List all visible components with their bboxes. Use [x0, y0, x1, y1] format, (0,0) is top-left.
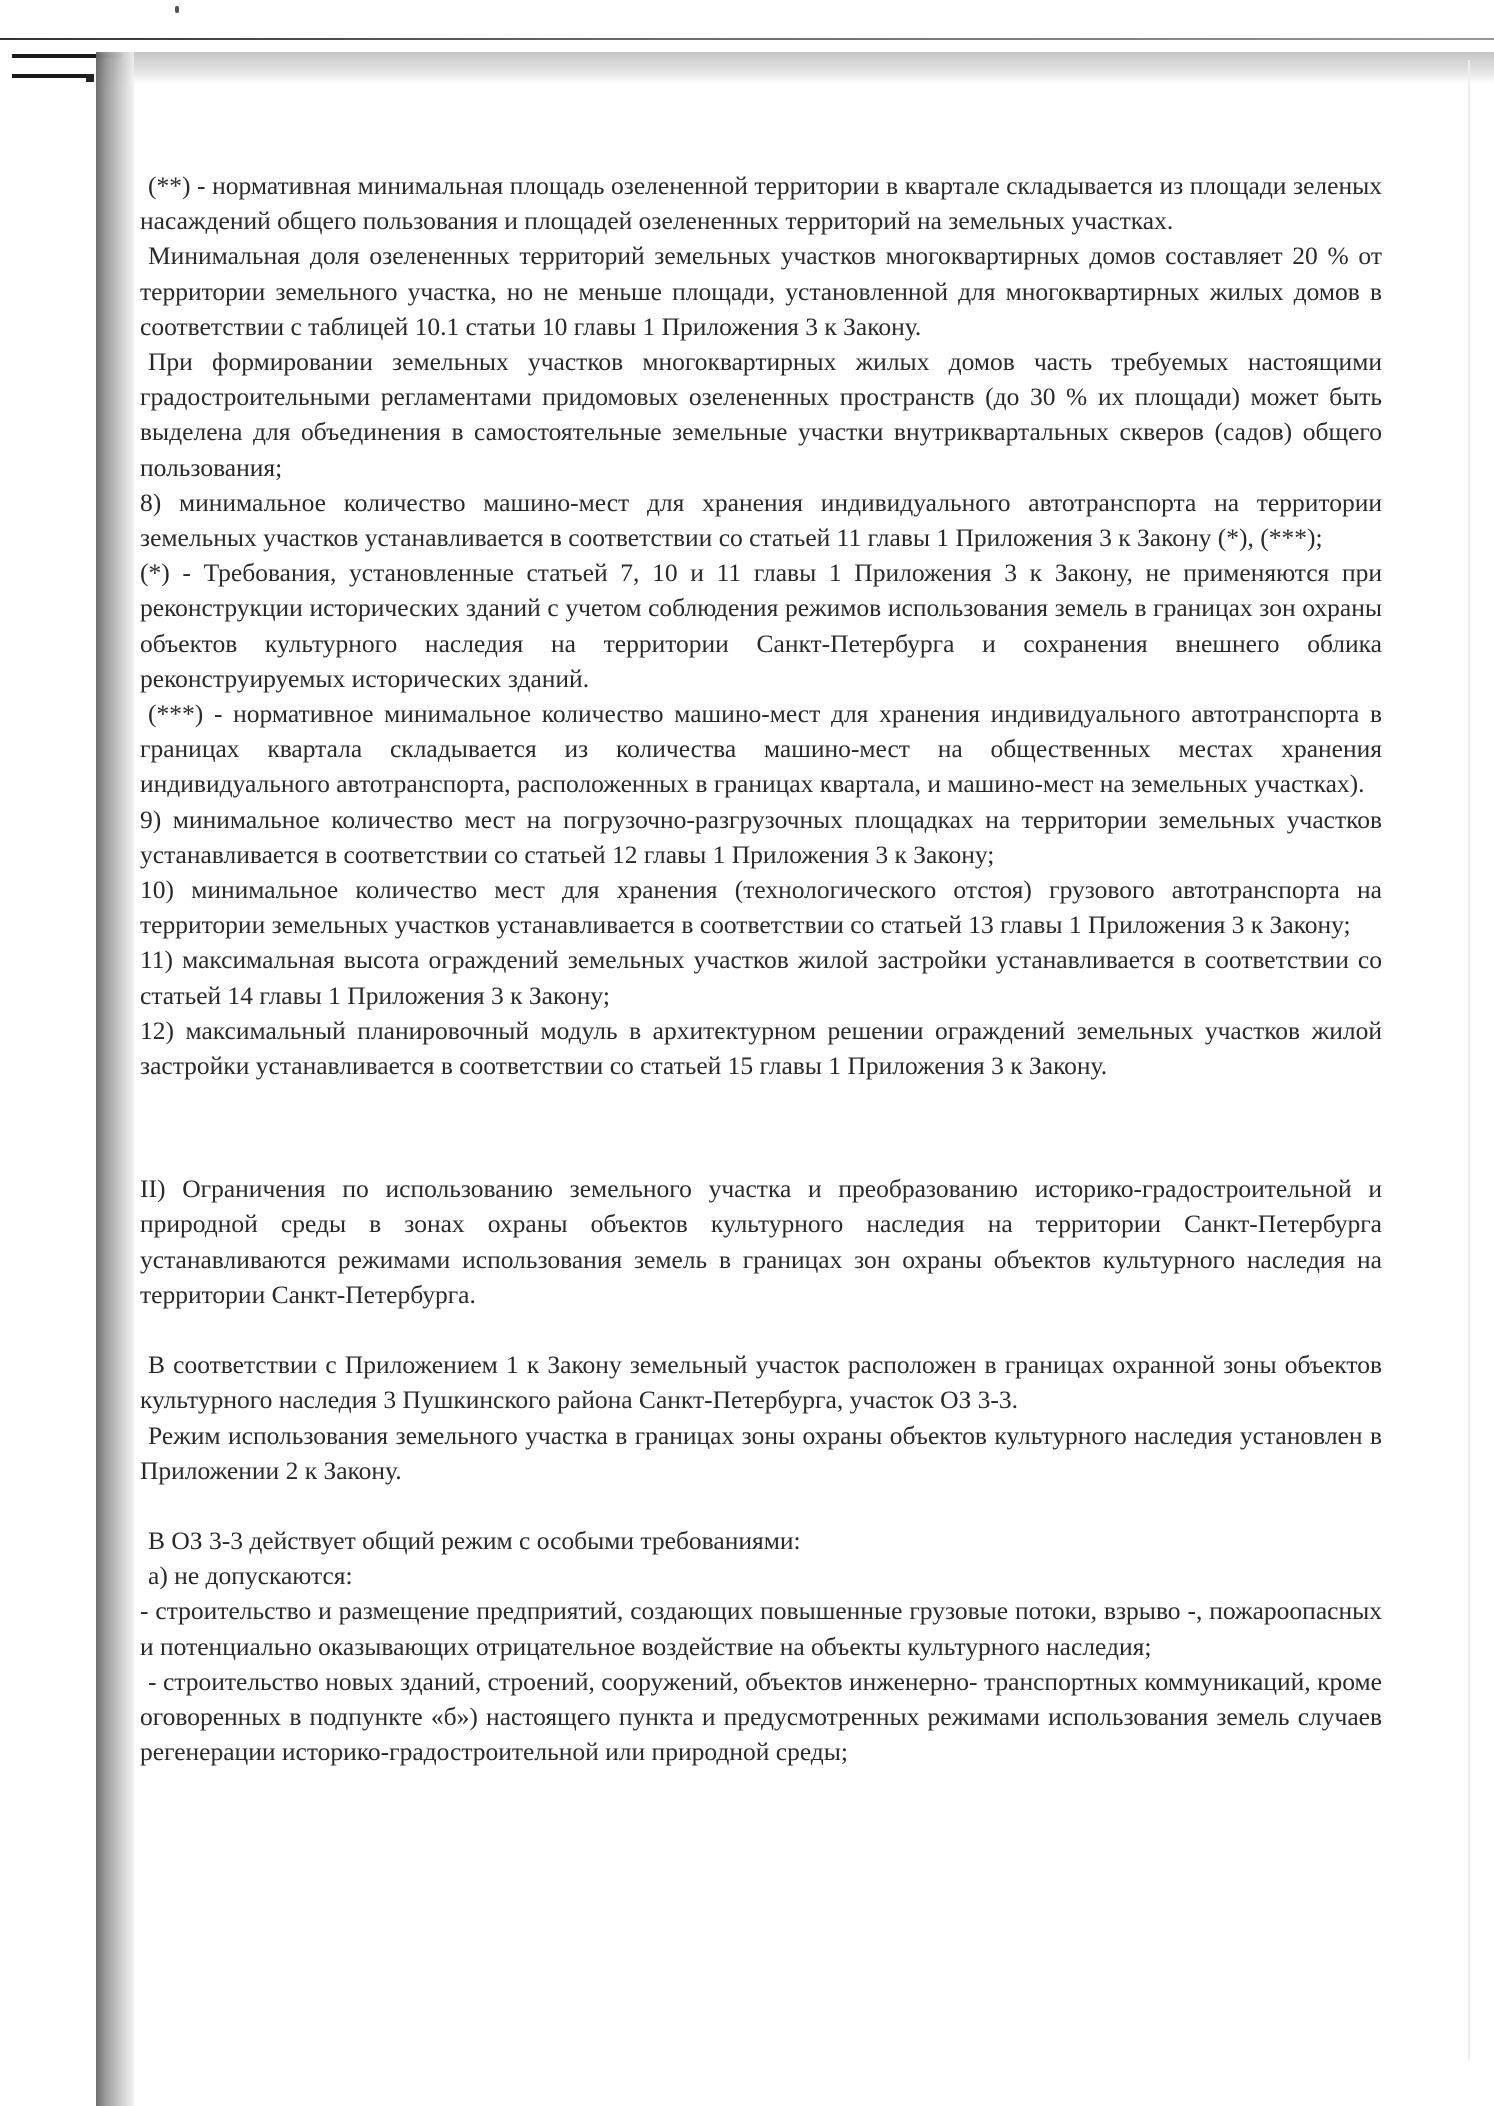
- section-heading-paragraph: II) Ограничения по использованию земельного участка и преобразованию историко-градостроительной и природной среды в зонах охраны объектов культурного наследия на территории Санкт-Петербурга устанавливаются режимами использования земель в границах зон охраны объектов культурного наследия на территории Санкт-Петербурга.: [140, 1174, 1382, 1309]
- footnote: (***) - нормативное минимальное количество машино-мест для хранения индивидуального автотранспорта в границах квартала складывается из количества машино-мест на общественных местах хранения индивидуального автотранспорта, расположенных в границах квартала, и машино-мест на земельных участках).: [140, 699, 1382, 799]
- list-item: 12) максимальный планировочный модуль в архитектурном решении ограждений земельных участков жилой застройки устанавливается в соответствии со статьей 15 главы 1 Приложения 3 к Закону.: [140, 1015, 1382, 1081]
- scan-binding-shadow: [96, 52, 134, 2106]
- list-item: 8) минимальное количество машино-мест для хранения индивидуального автотранспорта на территории земельных участков устанавливается в соответствии со статьей 11 главы 1 Приложения 3 к Закону (*), (***);: [140, 487, 1382, 553]
- paragraph: В ОЗ 3-3 действует общий режим с особыми требованиями:: [148, 1525, 801, 1555]
- list-item: - строительство новых зданий, строений, сооружений, объектов инженерно- транспортных коммуникаций, кроме оговоренных в подпункте «б») настоящего пункта и предусмотренных режимами использования земель случаев регенерации историко-градостроительной или природной среды;: [140, 1666, 1382, 1767]
- paragraph: Минимальная доля озелененных территорий земельных участков многоквартирных домов составляет 20 % от территории земельного участка, но не меньше площади, установленной для многоквартирных жилых домов в соответствии с таблицей 10.1 статьи 10 главы 1 Приложения 3 к Закону.: [140, 241, 1382, 341]
- scan-right-edge: [1468, 60, 1470, 2060]
- paragraph: При формировании земельных участков многоквартирных жилых домов часть требуемых настоящими градостроительными регламентами придомовых озелененных пространств (до 30 % их площади) может быть выделена для объединения в самостоятельные земельные участки внутриквартальных скверов (садов) общего пользования;: [140, 347, 1382, 482]
- scan-speck: [175, 6, 179, 13]
- paragraph: Режим использования земельного участка в границах зоны охраны объектов культурного наследия установлен в Приложении 2 к Закону.: [140, 1420, 1382, 1485]
- footnote: (*) - Требования, установленные статьей 7, 10 и 11 главы 1 Приложения 3 к Закону, не применяются при реконструкции исторических зданий с учетом соблюдения режимов использования земель в границах зон охраны объектов культурного наследия на территории Санкт-Петербурга и сохранения внешнего облика реконструируемых исторических зданий.: [140, 558, 1382, 693]
- scan-top-border: [0, 38, 1494, 40]
- paragraph: В соответствии с Приложением 1 к Закону земельный участок расположен в границах охранной зоны объектов культурного наследия 3 Пушкинского района Санкт-Петербурга, участок ОЗ 3-3.: [140, 1350, 1382, 1415]
- spacer: [140, 1312, 1382, 1347]
- list-item: - строительство и размещение предприятий, создающих повышенные грузовые потоки, взрыво -, пожароопасных и потенциально оказывающих отрицательное воздействие на объекты культурного наследия;: [140, 1596, 1382, 1661]
- scan-edge-mark: [86, 74, 94, 82]
- list-item: 10) минимальное количество мест для хранения (технологического отстоя) грузового автотранспорта на территории земельных участков устанавливается в соответствии со статьей 13 главы 1 Приложения 3 к Закону;: [140, 875, 1382, 940]
- document-page: [140, 168, 1382, 1769]
- list-heading: а) не допускаются:: [148, 1561, 353, 1591]
- scan-top-shadow: [96, 52, 1494, 84]
- list-item: 9) минимальное количество мест на погрузочно-разгрузочных площадках на территории земельных участков устанавливается в соответствии со статьей 12 главы 1 Приложения 3 к Закону;: [140, 804, 1382, 869]
- spacer: [140, 1488, 1382, 1523]
- paragraph: (**) - нормативная минимальная площадь озелененной территории в квартале складывается из площади зеленых насаждений общего пользования и площадей озелененных территорий на земельных участках.: [140, 171, 1382, 236]
- spacer: [140, 1083, 1382, 1171]
- list-item: 11) максимальная высота ограждений земельных участков жилой застройки устанавливается в соответствии со статьей 14 главы 1 Приложения 3 к Закону;: [140, 945, 1382, 1010]
- scan-edge-mark: [12, 74, 90, 78]
